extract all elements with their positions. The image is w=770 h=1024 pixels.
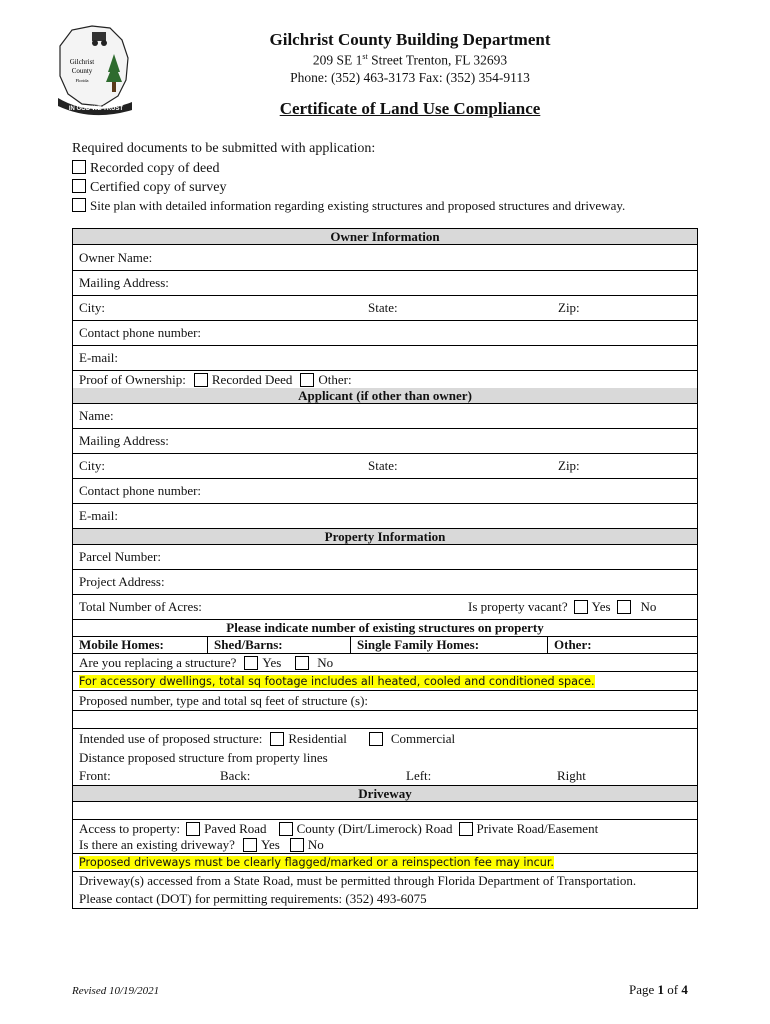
residential-checkbox[interactable] (270, 732, 284, 746)
seal-text-county: County (71, 67, 93, 75)
accessory-note: For accessory dwellings, total sq footage includes all heated, cooled and conditioned space. (79, 674, 595, 688)
parcel-number-field[interactable]: Parcel Number: (73, 545, 697, 570)
page-number: Page 1 of 4 (629, 982, 688, 997)
existing-driveway-row: Is there an existing driveway? Yes No (73, 837, 697, 854)
applicant-phone-field[interactable]: Contact phone number: (73, 479, 697, 504)
owner-phone-field[interactable]: Contact phone number: (73, 321, 697, 346)
structures-row (73, 636, 697, 654)
proposed-structure-blank[interactable] (73, 710, 697, 729)
single-family-cell[interactable]: Single Family Homes: (351, 637, 548, 653)
intended-use-row: Intended use of proposed structure: Residential Commercial (79, 730, 456, 746)
applicant-mailing-field[interactable]: Mailing Address: (73, 429, 697, 454)
county-seal-logo (52, 18, 138, 118)
site-plan-checkbox[interactable] (72, 198, 86, 212)
distance-label: Distance proposed structure from property lines (79, 749, 328, 765)
other-structures-cell[interactable]: Other: (554, 637, 592, 652)
replacing-row: Are you replacing a structure? Yes No (73, 654, 697, 672)
private-road-checkbox[interactable] (459, 822, 473, 836)
property-section-heading: Property Information (73, 529, 697, 545)
applicant-email-field[interactable]: E-mail: (73, 504, 697, 529)
proof-of-ownership-row: Proof of Ownership: Recorded Deed Other: (79, 371, 352, 387)
seal-motto: IN GOD WE TRUST (68, 106, 124, 112)
vacant-question: Is property vacant? Yes No (468, 599, 657, 614)
applicant-state-label: State: (368, 458, 398, 473)
owner-zip-label: Zip: (558, 300, 580, 315)
applicant-city-row[interactable]: City: State: Zip: (73, 454, 697, 479)
required-documents (72, 140, 625, 216)
replacing-no-checkbox[interactable] (295, 656, 309, 670)
owner-section-heading: Owner Information (73, 229, 697, 245)
left-label: Left: (406, 768, 432, 783)
owner-email-field[interactable]: E-mail: (73, 346, 697, 371)
required-intro: Required documents to be submitted with application: (72, 141, 376, 156)
driveway-section-heading: Driveway (73, 786, 697, 802)
proof-other-checkbox[interactable] (300, 373, 314, 387)
owner-city-row[interactable]: City: State: Zip: (73, 296, 697, 321)
structures-heading: Please indicate number of existing structures on property (226, 620, 544, 635)
setbacks-row[interactable]: Front: Back: Left: Right (73, 767, 697, 786)
vacant-yes-checkbox[interactable] (574, 600, 588, 614)
survey-checkbox[interactable] (72, 179, 86, 193)
shed-barns-cell[interactable]: Shed/Barns: (208, 637, 351, 653)
driveway-warning: Proposed driveways must be clearly flagged/marked or a reinspection fee may incur. (79, 856, 554, 869)
back-label: Back: (220, 768, 251, 783)
driveway-blank-row (73, 802, 697, 820)
required-item-survey: Certified copy of survey (72, 179, 625, 198)
mobile-homes-cell[interactable]: Mobile Homes: (73, 637, 208, 653)
required-item-site-plan: Site plan with detailed information regarding existing structures and proposed structures and driveway. (72, 197, 625, 216)
vacant-no-checkbox[interactable] (617, 600, 631, 614)
county-road-checkbox[interactable] (279, 822, 293, 836)
proposed-structure-field[interactable]: Proposed number, type and total sq feet of structure (s): (79, 692, 369, 708)
applicant-name-field[interactable]: Name: (73, 404, 697, 429)
application-form (72, 228, 698, 909)
dot-contact-note: Please contact (DOT) for permitting requirements: (352) 493-6075 (79, 890, 427, 906)
access-row: Access to property: Paved Road County (Dirt/Limerock) Road Private Road/Easement (79, 820, 599, 836)
driveway-no-checkbox[interactable] (290, 838, 304, 852)
applicant-zip-label: Zip: (558, 458, 580, 473)
right-label: Right (557, 768, 586, 783)
certificate-title: Certificate of Land Use Compliance (279, 99, 541, 118)
deed-checkbox[interactable] (72, 160, 86, 174)
proof-deed-checkbox[interactable] (194, 373, 208, 387)
owner-mailing-field[interactable]: Mailing Address: (73, 271, 697, 296)
revised-date: Revised 10/19/2021 (72, 985, 160, 997)
department-title: Gilchrist County Building Department (269, 30, 551, 49)
department-phone: Phone: (352) 463-3173 Fax: (352) 354-9113 (290, 70, 530, 85)
department-address: 209 SE 1st Street Trenton, FL 32693 (312, 52, 508, 68)
paved-road-checkbox[interactable] (186, 822, 200, 836)
accessory-note-row (73, 672, 697, 691)
acres-row[interactable]: Total Number of Acres: Is property vacant? Yes No (73, 595, 697, 620)
required-item-deed: Recorded copy of deed (72, 160, 625, 179)
owner-state-label: State: (368, 300, 398, 315)
owner-name-field[interactable]: Owner Name: (73, 245, 697, 271)
seal-text-gilchrist: Gilchrist (69, 58, 95, 66)
commercial-checkbox[interactable] (369, 732, 383, 746)
applicant-section-heading: Applicant (if other than owner) (73, 388, 697, 404)
replacing-yes-checkbox[interactable] (244, 656, 258, 670)
driveway-warning-row (73, 854, 697, 872)
state-road-note: Driveway(s) accessed from a State Road, must be permitted through Florida Department of Transportation. (79, 872, 637, 888)
driveway-yes-checkbox[interactable] (243, 838, 257, 852)
seal-text-florida: Florida (75, 78, 89, 83)
project-address-field[interactable]: Project Address: (73, 570, 697, 595)
